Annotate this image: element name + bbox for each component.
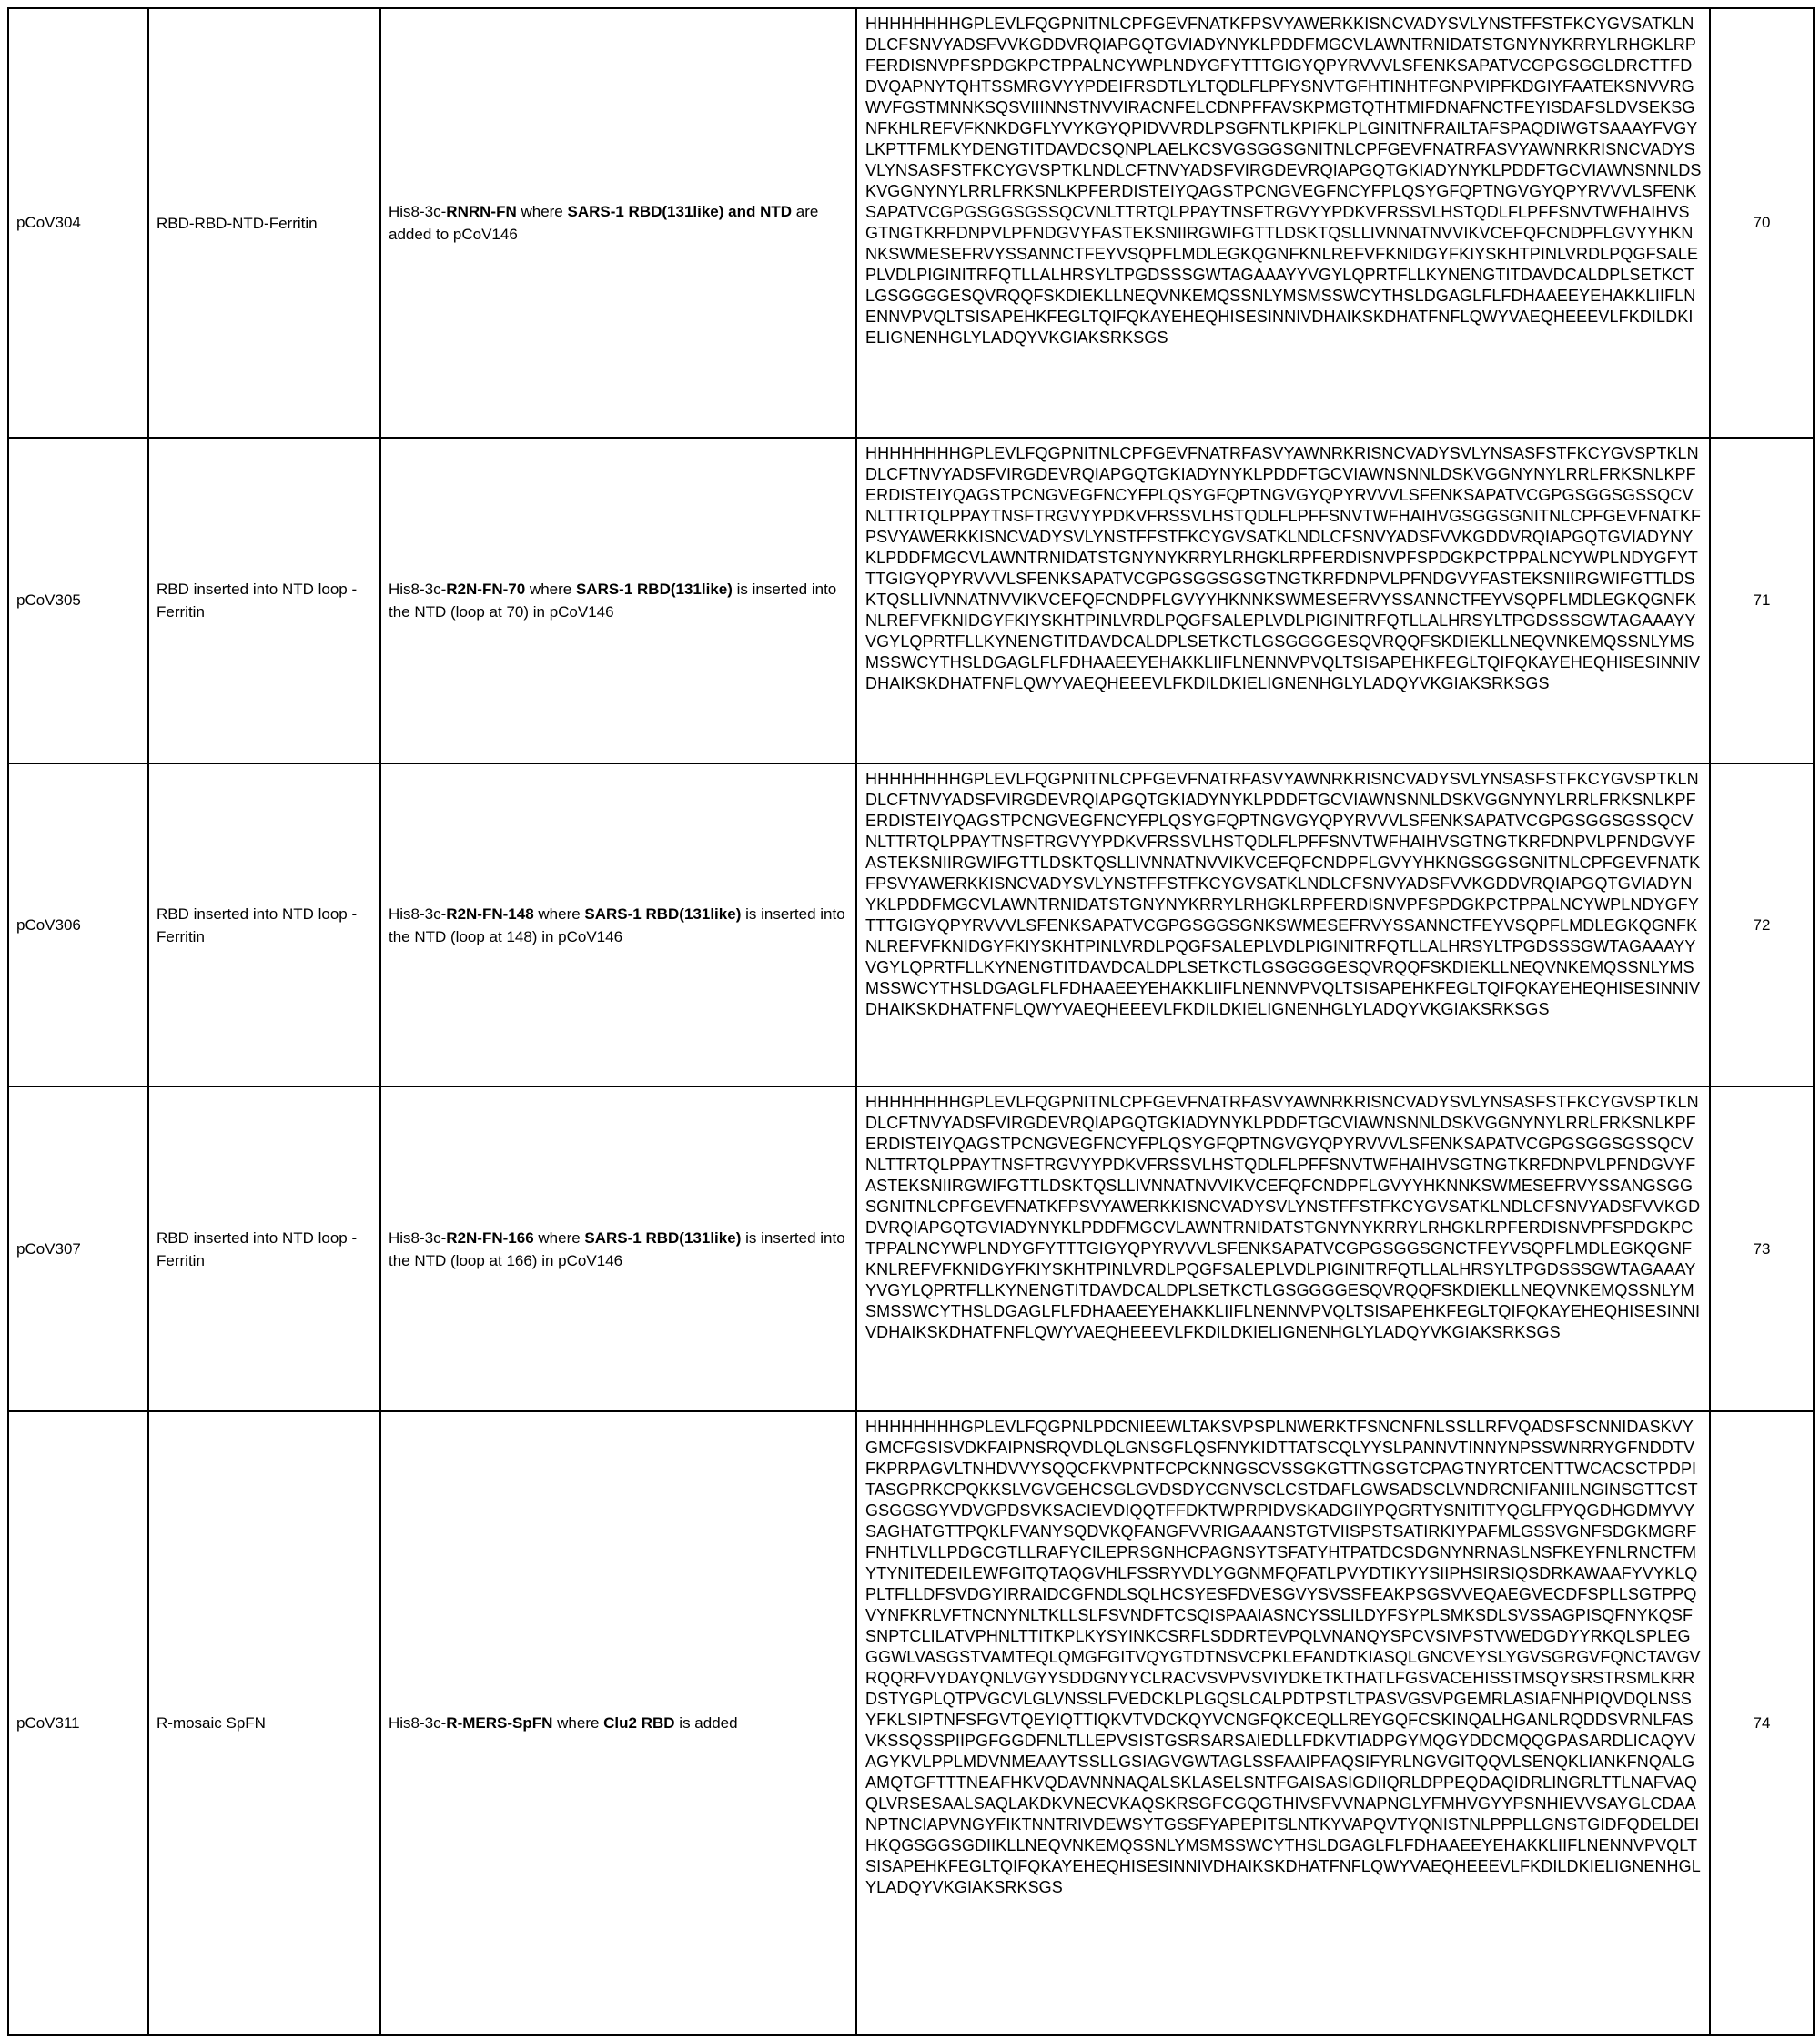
constructs-table <box>7 7 1815 2036</box>
design-cell: RBD inserted into NTD loop - Ferritin <box>148 438 380 763</box>
design-cell: RBD-RBD-NTD-Ferritin <box>148 8 380 438</box>
design-cell: RBD inserted into NTD loop - Ferritin <box>148 1086 380 1411</box>
seq-number-cell: 74 <box>1710 1411 1814 2035</box>
table-row <box>8 438 1814 763</box>
construct-id-cell: pCoV306 <box>8 763 148 1086</box>
sequence-cell: HHHHHHHHGPLEVLFQGPNITNLCPFGEVFNATRFASVYAWNRKRISNCVADYSVLYNSASFSTFKCYGVSPTKLNDLCFTNVYADSFVIRGDEVRQIAPGQTGKIADYNYKLPDDFTGCVIAWNSNNLDSKVGGNYNYLRRLFRKSNLKPFERDISTEIYQAGSTPCNGVEGFNCYFPLQSYGFQPTNGVGYQPYRVVVLSFENKSAPATVCGPGSGGSGSSQCVNLTTRTQLPPAYTNSFTRGVYYPDKVFRSSVLHSTQDLFLPFFSNVTWFHAIHVSGTNGTKRFDNPVLPFNDGVYFASTEKSNIIRGWIFGTTLDSKTQSLLIVNNATNVVIKVCEFQFCNDPFLGVYYHKNGSGGSGNITNLCPFGEVFNATKFPSVYAWERKKISNCVADYSVLYNSTFFSTFKCYGVSATKLNDLCFSNVYADSFVVKGDDVRQIAPGQTGVIADYNYKLPDDFMGCVLAWNTRNIDATSTGNYNYKRRYLRHGKLRPFERDISNVPFSPDGKPCTPPALNCYWPLNDYGFYTTTGIGYQPYRVVVLSFENKSAPATVCGPGSGGSGNKSWMESEFRVYSSANNCTFEYVSQPFLMDLEGKQGNFKNLREFVFKNIDGYFKIYSKHTPINLVRDLPQGFSALEPLVDLPIGINITRFQTLLALHRSYLTPGDSSSGWTAGAAAYYVGYLQPRTFLLKYNENGTITDAVDCALDPLSETKCTLGSGGGGESQVRQQFSKDIEKLLNEQVNKEMQSSNLYMSMSSWCYTHSLDGAGLFLFDHAAEEYEHAKKLIIFLNENNVPVQLTSISAPEHKFEGLTQIFQKAYEHEQHISESINNIVDHAIKSKDHATFNFLQWYVAEQHEEEVLFKDILDKIELIGNENHGLYLADQYVKGIAKSRKSGS <box>856 763 1710 1086</box>
description-cell: His8-3c-R2N-FN-148 where SARS-1 RBD(131like) is inserted into the NTD (loop at 148) in pCoV146 <box>380 763 856 1086</box>
table-body <box>8 8 1814 2035</box>
table-row <box>8 1086 1814 1411</box>
description-cell: His8-3c-R2N-FN-70 where SARS-1 RBD(131like) is inserted into the NTD (loop at 70) in pCoV146 <box>380 438 856 763</box>
table-row <box>8 763 1814 1086</box>
sequence-cell: HHHHHHHHGPLEVLFQGPNITNLCPFGEVFNATKFPSVYAWERKKISNCVADYSVLYNSTFFSTFKCYGVSATKLNDLCFSNVYADSFVVKGDDVRQIAPGQTGVIADYNYKLPDDFMGCVLAWNTRNIDATSTGNYNYKRRYLRHGKLRPFERDISNVPFSPDGKPCTPPALNCYWPLNDYGFYTTTGIGYQPYRVVVLSFENKSAPATVCGPGSGGLDRCTTFDDVQAPNYTQHTSSMRGVYYPDEIFRSDTLYLTQDLFLPFYSNVTGFHTINHTFGNPVIPFKDGIYFAATEKSNVVRGWVFGSTMNNKSQSVIIINNSTNVVIRACNFELCDNPFFAVSKPMGTQTHTMIFDNAFNCTFEYISDAFSLDVSEKSGNFKHLREFVFKNKDGFLYVYKGYQPIDVVRDLPSGFNTLKPIFKLPLGINITNFRAILTAFSPAQDIWGTSAAAYFVGYLKPTTFMLKYDENGTITDAVDCSQNPLAELKCSVGSGGSGNITNLCPFGEVFNATRFASVYAWNRKRISNCVADYSVLYNSASFSTFKCYGVSPTKLNDLCFTNVYADSFVIRGDEVRQIAPGQTGKIADYNYKLPDDFTGCVIAWNSNNLDSKVGGNYNYLRRLFRKSNLKPFERDISTEIYQAGSTPCNGVEGFNCYFPLQSYGFQPTNGVGYQPYRVVVLSFENKSAPATVCGPGSGGSGSSQCVNLTTRTQLPPAYTNSFTRGVYYPDKVFRSSVLHSTQDLFLPFFSNVTWFHAIHVSGTNGTKRFDNPVLPFNDGVYFASTEKSNIIRGWIFGTTLDSKTQSLLIVNNATNVVIKVCEFQFCNDPFLGVYYHKNNKSWMESEFRVYSSANNCTFEYVSQPFLMDLEGKQGNFKNLREFVFKNIDGYFKIYSKHTPINLVRDLPQGFSALEPLVDLPIGINITRFQTLLALHRSYLTPGDSSSGWTAGAAAYYVGYLQPRTFLLKYNENGTITDAVDCALDPLSETKCTLGSGGGGESQVRQQFSKDIEKLLNEQVNKEMQSSNLYMSMSSWCYTHSLDGAGLFLFDHAAEEYEHAKKLIIFLNENNVPVQLTSISAPEHKFEGLTQIFQKAYEHEQHISESINNIVDHAIKSKDHATFNFLQWYVAEQHEEEVLFKDILDKIELIGNENHGLYLADQYVKGIAKSRKSGS <box>856 8 1710 438</box>
description-cell: His8-3c-R-MERS-SpFN where Clu2 RBD is added <box>380 1411 856 2035</box>
construct-id-cell: pCoV307 <box>8 1086 148 1411</box>
table-row <box>8 1411 1814 2035</box>
sequence-cell: HHHHHHHHGPLEVLFQGPNITNLCPFGEVFNATRFASVYAWNRKRISNCVADYSVLYNSASFSTFKCYGVSPTKLNDLCFTNVYADSFVIRGDEVRQIAPGQTGKIADYNYKLPDDFTGCVIAWNSNNLDSKVGGNYNYLRRLFRKSNLKPFERDISTEIYQAGSTPCNGVEGFNCYFPLQSYGFQPTNGVGYQPYRVVVLSFENKSAPATVCGPGSGGSGSSQCVNLTTRTQLPPAYTNSFTRGVYYPDKVFRSSVLHSTQDLFLPFFSNVTWFHAIHVSGTNGTKRFDNPVLPFNDGVYFASTEKSNIIRGWIFGTTLDSKTQSLLIVNNATNVVIKVCEFQFCNDPFLGVYYHKNNKSWMESEFRVYSSANGSGGSGNITNLCPFGEVFNATKFPSVYAWERKKISNCVADYSVLYNSTFFSTFKCYGVSATKLNDLCFSNVYADSFVVKGDDVRQIAPGQTGVIADYNYKLPDDFMGCVLAWNTRNIDATSTGNYNYKRRYLRHGKLRPFERDISNVPFSPDGKPCTPPALNCYWPLNDYGFYTTTGIGYQPYRVVVLSFENKSAPATVCGPGSGGSGNCTFEYVSQPFLMDLEGKQGNFKNLREFVFKNIDGYFKIYSKHTPINLVRDLPQGFSALEPLVDLPIGINITRFQTLLALHRSYLTPGDSSSGWTAGAAAYYVGYLQPRTFLLKYNENGTITDAVDCALDPLSETKCTLGSGGGGESQVRQQFSKDIEKLLNEQVNKEMQSSNLYMSMSSWCYTHSLDGAGLFLFDHAAEEYEHAKKLIIFLNENNVPVQLTSISAPEHKFEGLTQIFQKAYEHEQHISESINNIVDHAIKSKDHATFNFLQWYVAEQHEEEVLFKDILDKIELIGNENHGLYLADQYVKGIAKSRKSGS <box>856 1086 1710 1411</box>
construct-id-cell: pCoV305 <box>8 438 148 763</box>
table-row <box>8 8 1814 438</box>
construct-id-cell: pCoV304 <box>8 8 148 438</box>
seq-number-cell: 72 <box>1710 763 1814 1086</box>
description-cell: His8-3c-R2N-FN-166 where SARS-1 RBD(131like) is inserted into the NTD (loop at 166) in pCoV146 <box>380 1086 856 1411</box>
description-cell: His8-3c-RNRN-FN where SARS-1 RBD(131like) and NTD are added to pCoV146 <box>380 8 856 438</box>
construct-id-cell: pCoV311 <box>8 1411 148 2035</box>
seq-number-cell: 73 <box>1710 1086 1814 1411</box>
sequence-cell: HHHHHHHHGPLEVLFQGPNITNLCPFGEVFNATRFASVYAWNRKRISNCVADYSVLYNSASFSTFKCYGVSPTKLNDLCFTNVYADSFVIRGDEVRQIAPGQTGKIADYNYKLPDDFTGCVIAWNSNNLDSKVGGNYNYLRRLFRKSNLKPFERDISTEIYQAGSTPCNGVEGFNCYFPLQSYGFQPTNGVGYQPYRVVVLSFENKSAPATVCGPGSGGSGSSQCVNLTTRTQLPPAYTNSFTRGVYYPDKVFRSSVLHSTQDLFLPFFSNVTWFHAIHVGSGGSGNITNLCPFGEVFNATKFPSVYAWERKKISNCVADYSVLYNSTFFSTFKCYGVSATKLNDLCFSNVYADSFVVKGDDVRQIAPGQTGVIADYNYKLPDDFMGCVLAWNTRNIDATSTGNYNYKRRYLRHGKLRPFERDISNVPFSPDGKPCTPPALNCYWPLNDYGFYTTTGIGYQPYRVVVLSFENKSAPATVCGPGSGGSGSGTNGTKRFDNPVLPFNDGVYFASTEKSNIIRGWIFGTTLDSKTQSLLIVNNATNVVIKVCEFQFCNDPFLGVYYHKNNKSWMESEFRVYSSANNCTFEYVSQPFLMDLEGKQGNFKNLREFVFKNIDGYFKIYSKHTPINLVRDLPQGFSALEPLVDLPIGINITRFQTLLALHRSYLTPGDSSSGWTAGAAAYYVGYLQPRTFLLKYNENGTITDAVDCALDPLSETKCTLGSGGGGESQVRQQFSKDIEKLLNEQVNKEMQSSNLYMSMSSWCYTHSLDGAGLFLFDHAAEEYEHAKKLIIFLNENNVPVQLTSISAPEHKFEGLTQIFQKAYEHEQHISESINNIVDHAIKSKDHATFNFLQWYVAEQHEEEVLFKDILDKIELIGNENHGLYLADQYVKGIAKSRKSGS <box>856 438 1710 763</box>
seq-number-cell: 71 <box>1710 438 1814 763</box>
design-cell: RBD inserted into NTD loop - Ferritin <box>148 763 380 1086</box>
design-cell: R-mosaic SpFN <box>148 1411 380 2035</box>
sequence-cell: HHHHHHHHGPLEVLFQGPNLPDCNIEEWLTAKSVPSPLNWERKTFSNCNFNLSSLLRFVQADSFSCNNIDASKVYGMCFGSISVDKFAIPNSRQVDLQLGNSGFLQSFNYKIDTTATSCQLYYSLPANNVTINNYNPSSWNRRYGFNDDTVFKPRPAGVLTNHDVVYSQQCFKVPNTFCPCKNNGSCVSSGKGTTNGSGTCPAGTNYRTCENTTWCACSCTPDPITASGPRKCPQKKSLVGVGEHCSGLGVDSDYCGNVSCLCSTDAFLGWSADSCLVNDRCNIFANIILNGINSGTTCSTGSGGSGYVDVGPDSVKSACIEVDIQQTFFDKTWPRPIDVSKADGIIYPQGRTYSNITITYQGLFPYQGDHGDMYVYSAGHATGTTPQKLFVANYSQDVKQFANGFVVRIGAAANSTGTVIISPSTSATIRKIYPAFMLGSSVGNFSDGKMGRFFNHTLVLLPDGCGTLLRAFYCILEPRSGNHCPAGNSYTSFATYHTPATDCSDGNYNRNASLNSFKEYFNLRNCTFMYTYNITEDEILEWFGITQTAQGVHLFSSRYVDLYGGNMFQFATLPVYDTIKYYSIIPHSIRSIQSDRKAWAAFYVYKLQPLTFLLDFSVDGYIRRAIDCGFNDLSQLHCSYESFDVESGVYSVSSFEAKPSGSVVEQAEGVECDFSPLLSGTPPQVYNFKRLVFTNCNYNLTKLLSLFSVNDFTCSQISPAAIASNCYSSLILDYFSYPLSMKSDLSVSSAGPISQFNYKQSFSNPTCLILATVPHNLTTITKPLKYSYINKCSRFLSDDRTEVPQLVNANQYSPCVSIVPSTVWEDGDYYRKQLSPLEGGGWLVASGSTVAMTEQLQMGFGITVQYGTDTNSVCPKLEFANDTKIASQLGNCVEYSLYGVSGRGVFQNCTAVGVRQQRFVYDAYQNLVGYYSDDGNYYCLRACVSVPVSVIYDKETKTHATLFGSVACEHISSTMSQYSRSTRSMLKRRDSTYGPLQTPVGCVLGLVNSSLFVEDCKLPLGQSLCALPDTPSTLTPASVGSVPGEMRLASIAFNHPIQVDQLNSSYFKLSIPTNFSFGVTQEYIQTTIQKVTVDCKQYVCNGFQKCEQLLREYGQFCSKINQALHGANLRQDDSVRNLFASVKSSQSSPIIPGFGGDFNLTLLEPVSISTGSRSARSAIEDLLFDKVTIADPGYMQGYDDCMQQGPASARDLICAQYVAGYKVLPPLMDVNMEAAYTSSLLGSIAGVGWTAGLSSFAAIPFAQSIFYRLNGVGITQQVLSENQKLIANKFNQALGAMQTGFTTTNEAFHKVQDAVNNNAQALSKLASELSNTFGAISASIGDIIQRLDPPEQDAQIDRLINGRLTTLNAFVAQQLVRSESAALSAQLAKDKVNECVKAQSKRSGFCGQGTHIVSFVVNAPNGLYFMHVGYYPSNHIEVVSAYGLCDAANPTNCIAPVNGYFIKTNNTRIVDEWSYTGSSFYAPEPITSLNTKYVAPQVTYQNISTNLPPPLLGNSTGIDFQDELDEIHKQGSGGSGDIIKLLNEQVNKEMQSSNLYMSMSSWCYTHSLDGAGLFLFDHAAEEYEHAKKLIIFLNENNVPVQLTSISAPEHKFEGLTQIFQKAYEHEQHISESINNIVDHAIKSKDHATFNFLQWYVAEQHEEEVLFKDILDKIELIGNENHGLYLADQYVKGIAKSRKSGS <box>856 1411 1710 2035</box>
seq-number-cell: 70 <box>1710 8 1814 438</box>
